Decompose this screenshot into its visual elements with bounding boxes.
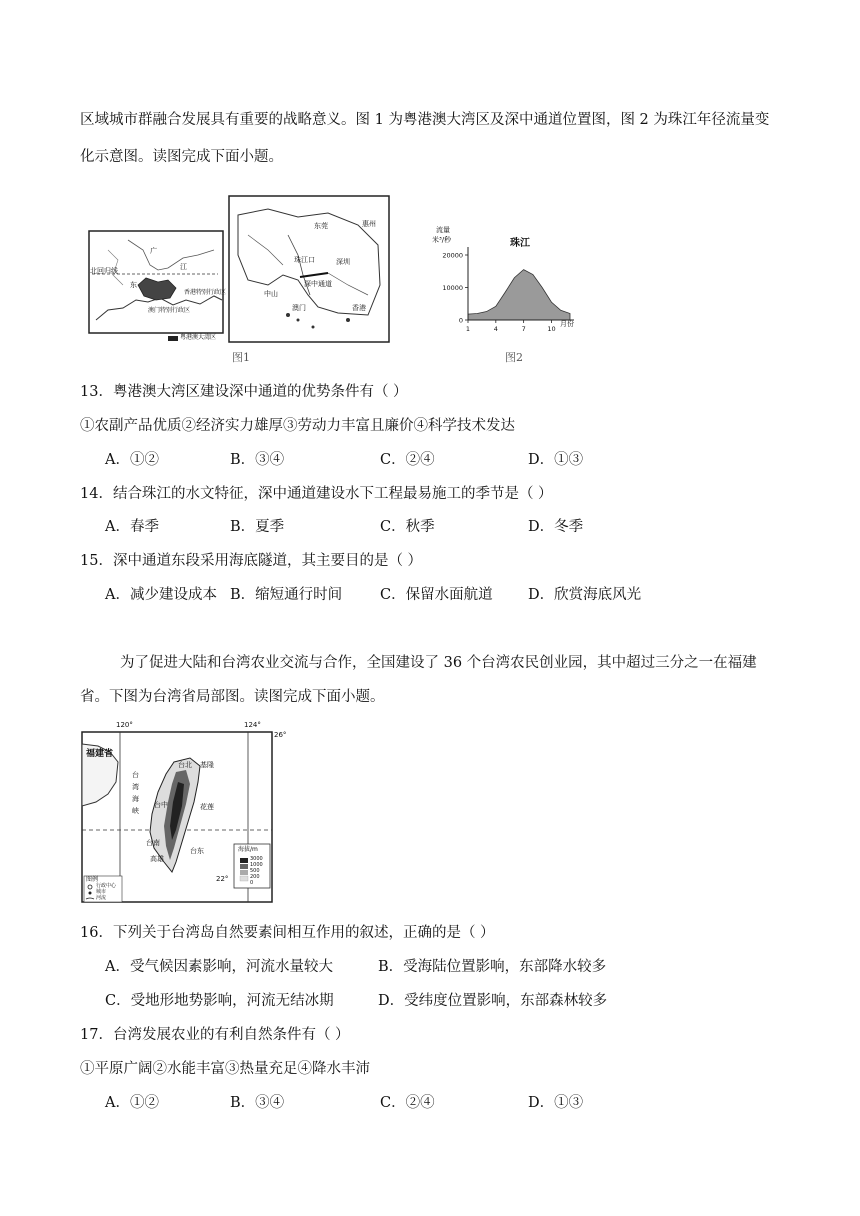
q14-option-a: A．春季	[105, 519, 159, 535]
fig1-right-map	[228, 195, 390, 345]
map-elev-200: 200	[250, 874, 260, 880]
map-label-kaohsiung: 高雄	[150, 855, 164, 863]
discharge-area	[468, 270, 570, 320]
map-label-keelung: 基隆	[200, 761, 214, 769]
fig1-label-zhongshan: 中山	[264, 290, 278, 298]
fig1-label-huizhou: 惠州	[362, 220, 376, 228]
q16-option-c: C．受地形地势影响，河流无结冰期	[105, 993, 334, 1009]
fig1-legend: 粤港澳大湾区	[180, 334, 217, 341]
y-tick-label-10000: 10000	[442, 284, 463, 292]
map-legend-river: 河流	[96, 895, 107, 901]
q13-stem: 13．粤港澳大湾区建设深中通道的优势条件有（ ）	[80, 384, 408, 400]
map-lat-26: 26°	[274, 731, 287, 739]
q17-option-a: A．①②	[105, 1095, 159, 1111]
x-tick-label-1: 1	[465, 325, 471, 333]
q15-option-a: A．减少建设成本	[105, 587, 217, 603]
fig1-caption: 图1	[232, 351, 250, 364]
q13-option-a: A．①②	[105, 452, 159, 468]
fig2-title: 珠江	[510, 238, 530, 249]
q16-option-b: B．受海陆位置影响，东部降水较多	[378, 959, 607, 975]
q17-option-c: C．②④	[380, 1095, 435, 1111]
q16-option-a: A．受气候因素影响，河流水量较大	[105, 959, 333, 975]
map-legend-city: 城市	[96, 889, 107, 895]
map-lon-124: 124°	[244, 721, 261, 729]
map-strait-4: 峡	[132, 807, 139, 815]
map-elev-1000: 1000	[250, 862, 263, 868]
fig1-label-shenzhen: 深圳	[336, 258, 350, 266]
fig1-label-link: 深中通道	[304, 280, 332, 288]
q14-option-b: B．夏季	[230, 519, 285, 535]
passage2-line2: 省。下图为台湾省局部图。读图完成下面小题。	[80, 689, 385, 705]
passage1-line2: 化示意图。读图完成下面小题。	[80, 149, 283, 165]
q13-option-d: D．①③	[528, 452, 584, 468]
q13-items: ①农副产品优质②经济实力雄厚③劳动力丰富且廉价④科学技术发达	[80, 418, 515, 434]
map-elev-0: 0	[250, 880, 254, 886]
map-elev-title: 海拔/m	[238, 846, 258, 853]
x-tick-label-4: 4	[493, 325, 498, 333]
fig2-ylabel: 流量	[436, 226, 450, 234]
map-label-tainan: 台南	[146, 839, 160, 847]
passage2-line1: 为了促进大陆和台湾农业交流与合作，全国建设了 36 个台湾农民创业园，其中超过三分之一在福建	[120, 655, 757, 671]
fig1-label-dongguan: 东莞	[314, 222, 328, 230]
fig1-label-aomen: 澳门	[292, 304, 306, 312]
fig1-label-hk: 香港特别行政区	[184, 289, 227, 296]
q16-option-d: D．受纬度位置影响，东部森林较多	[378, 993, 608, 1009]
fig1-label-macau: 澳门特别行政区	[148, 307, 191, 314]
map-elev-3000: 3000	[250, 856, 263, 862]
passage1-line1: 区域城市群融合发展具有重要的战略意义。图 1 为粤港澳大湾区及深中通道位置图，图 2 为珠江年径流量变	[80, 112, 770, 128]
fig1-left-map	[88, 230, 227, 342]
map-label-taipei: 台北	[178, 761, 192, 769]
q13-option-c: C．②④	[380, 452, 435, 468]
taiwan-map	[78, 722, 288, 904]
fig2-xunit: 月份	[560, 320, 574, 328]
map-lon-120: 120°	[116, 721, 133, 729]
q15-option-c: C．保留水面航道	[380, 587, 493, 603]
map-strait-1: 台	[132, 771, 139, 779]
fig1-label-jiang: 江	[180, 263, 187, 271]
q17-items: ①平原广阔②水能丰富③热量充足④降水丰沛	[80, 1061, 370, 1077]
fig1-label-xianggang: 香港	[352, 304, 366, 312]
y-tick-label-20000: 20000	[442, 251, 463, 260]
x-tick-label-7: 7	[521, 325, 526, 333]
q15-option-d: D．欣赏海底风光	[528, 587, 642, 603]
fig2-yunit: 米³/秒	[432, 236, 452, 244]
fig2-caption: 图2	[505, 351, 523, 364]
q17-stem: 17．台湾发展农业的有利自然条件有（ ）	[80, 1027, 350, 1043]
y-tick-label-0: 0	[458, 316, 463, 325]
q17-option-d: D．①③	[528, 1095, 584, 1111]
fig1-label-guang: 广	[150, 247, 157, 255]
fig1-label-dong: 东	[130, 281, 137, 289]
x-tick-label-10: 10	[547, 325, 556, 333]
q14-option-c: C．秋季	[380, 519, 435, 535]
q16-stem: 16．下列关于台湾岛自然要素间相互作用的叙述，正确的是（ ）	[80, 925, 495, 941]
map-strait-2: 湾	[132, 783, 139, 791]
q15-option-b: B．缩短通行时间	[230, 587, 343, 603]
q15-stem: 15．深中通道东段采用海底隧道，其主要目的是（ ）	[80, 553, 423, 569]
map-fujian-label: 福建省	[86, 749, 114, 759]
q14-option-d: D．冬季	[528, 519, 584, 535]
q13-option-b: B．③④	[230, 452, 285, 468]
q17-option-b: B．③④	[230, 1095, 285, 1111]
map-label-taichung: 台中	[154, 801, 168, 809]
map-label-hualien: 花莲	[200, 803, 214, 811]
map-elev-500: 500	[250, 868, 260, 874]
q14-stem: 14．结合珠江的水文特征，深中通道建设水下工程最易施工的季节是（ ）	[80, 486, 553, 502]
map-lat-22: 22°	[216, 875, 229, 883]
map-legend-title: 图例	[86, 876, 99, 883]
map-legend-admin: 行政中心	[96, 883, 117, 889]
map-label-taitung: 台东	[190, 847, 204, 855]
fig2-chart	[430, 225, 590, 345]
map-strait-3: 海	[132, 795, 139, 803]
fig1-label-tropic: 北回归线	[90, 267, 118, 275]
fig1-label-estuary: 珠江口	[294, 256, 315, 264]
